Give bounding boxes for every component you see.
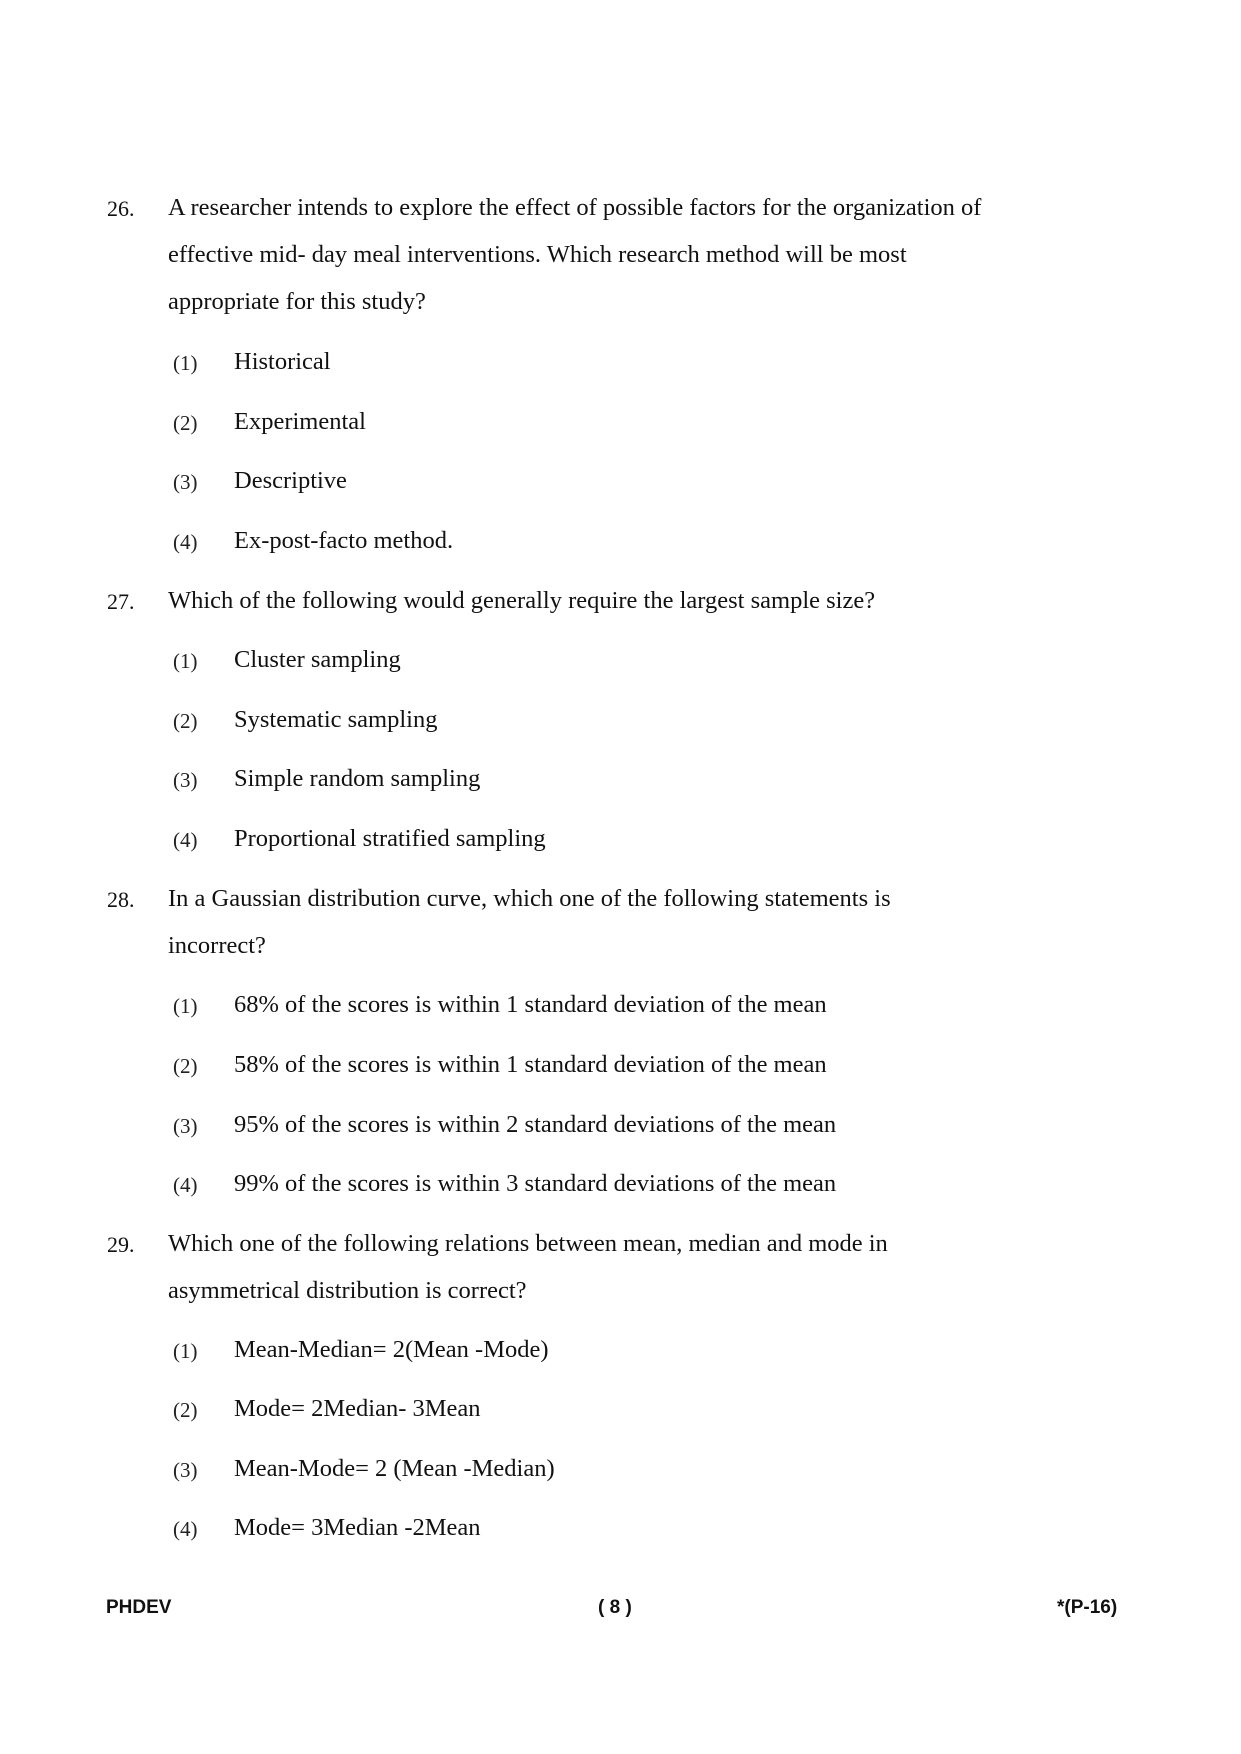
option-text: Mode= 2Median- 3Mean	[234, 1395, 481, 1422]
option-number: (4)	[173, 1517, 198, 1541]
option-number: (2)	[173, 1398, 198, 1422]
question-number: 29.	[107, 1232, 135, 1257]
question-text-line: appropriate for this study?	[168, 288, 426, 315]
option-number: (1)	[173, 351, 198, 375]
option-text: Historical	[234, 348, 331, 375]
option-number: (4)	[173, 828, 198, 852]
option-text: Cluster sampling	[234, 646, 401, 673]
question-text-line: effective mid- day meal interventions. Which research method will be most	[168, 241, 907, 268]
question-text-line: In a Gaussian distribution curve, which one of the following statements is	[168, 885, 891, 912]
option-number: (2)	[173, 709, 198, 733]
option-number: (4)	[173, 530, 198, 554]
option-number: (1)	[173, 1339, 198, 1363]
option-text: Ex-post-facto method.	[234, 527, 454, 554]
option-text: Simple random sampling	[234, 765, 481, 792]
option-number: (2)	[173, 411, 198, 435]
option-number: (1)	[173, 649, 198, 673]
option-text: Experimental	[234, 408, 366, 435]
question-text-line: incorrect?	[168, 932, 266, 959]
footer-page-ref: *(P-16)	[1057, 1597, 1118, 1618]
option-number: (3)	[173, 768, 198, 792]
option-text: Mean-Mode= 2 (Mean -Median)	[234, 1455, 555, 1482]
question-text-line: asymmetrical distribution is correct?	[168, 1277, 527, 1304]
page-number: ( 8 )	[598, 1597, 632, 1618]
option-number: (3)	[173, 1458, 198, 1482]
question-number: 28.	[107, 887, 135, 912]
option-number: (2)	[173, 1054, 198, 1078]
question-number: 26.	[107, 196, 135, 221]
option-number: (4)	[173, 1173, 198, 1197]
option-number: (3)	[173, 470, 198, 494]
question-text-line: Which of the following would generally require the largest sample size?	[168, 587, 876, 614]
question-text-line: A researcher intends to explore the effect of possible factors for the organization of	[168, 194, 982, 221]
option-text: 99% of the scores is within 3 standard deviations of the mean	[234, 1170, 837, 1197]
option-text: Proportional stratified sampling	[234, 825, 546, 852]
option-text: Descriptive	[234, 467, 347, 494]
option-text: Mean-Median= 2(Mean -Mode)	[234, 1336, 549, 1363]
option-number: (1)	[173, 994, 198, 1018]
question-number: 27.	[107, 589, 135, 614]
question-text-line: Which one of the following relations between mean, median and mode in	[168, 1230, 888, 1257]
option-text: 95% of the scores is within 2 standard deviations of the mean	[234, 1111, 837, 1138]
option-text: Mode= 3Median -2Mean	[234, 1514, 481, 1541]
option-text: 68% of the scores is within 1 standard deviation of the mean	[234, 991, 827, 1018]
footer-code: PHDEV	[106, 1597, 172, 1618]
option-number: (3)	[173, 1114, 198, 1138]
option-text: Systematic sampling	[234, 706, 438, 733]
option-text: 58% of the scores is within 1 standard deviation of the mean	[234, 1051, 827, 1078]
